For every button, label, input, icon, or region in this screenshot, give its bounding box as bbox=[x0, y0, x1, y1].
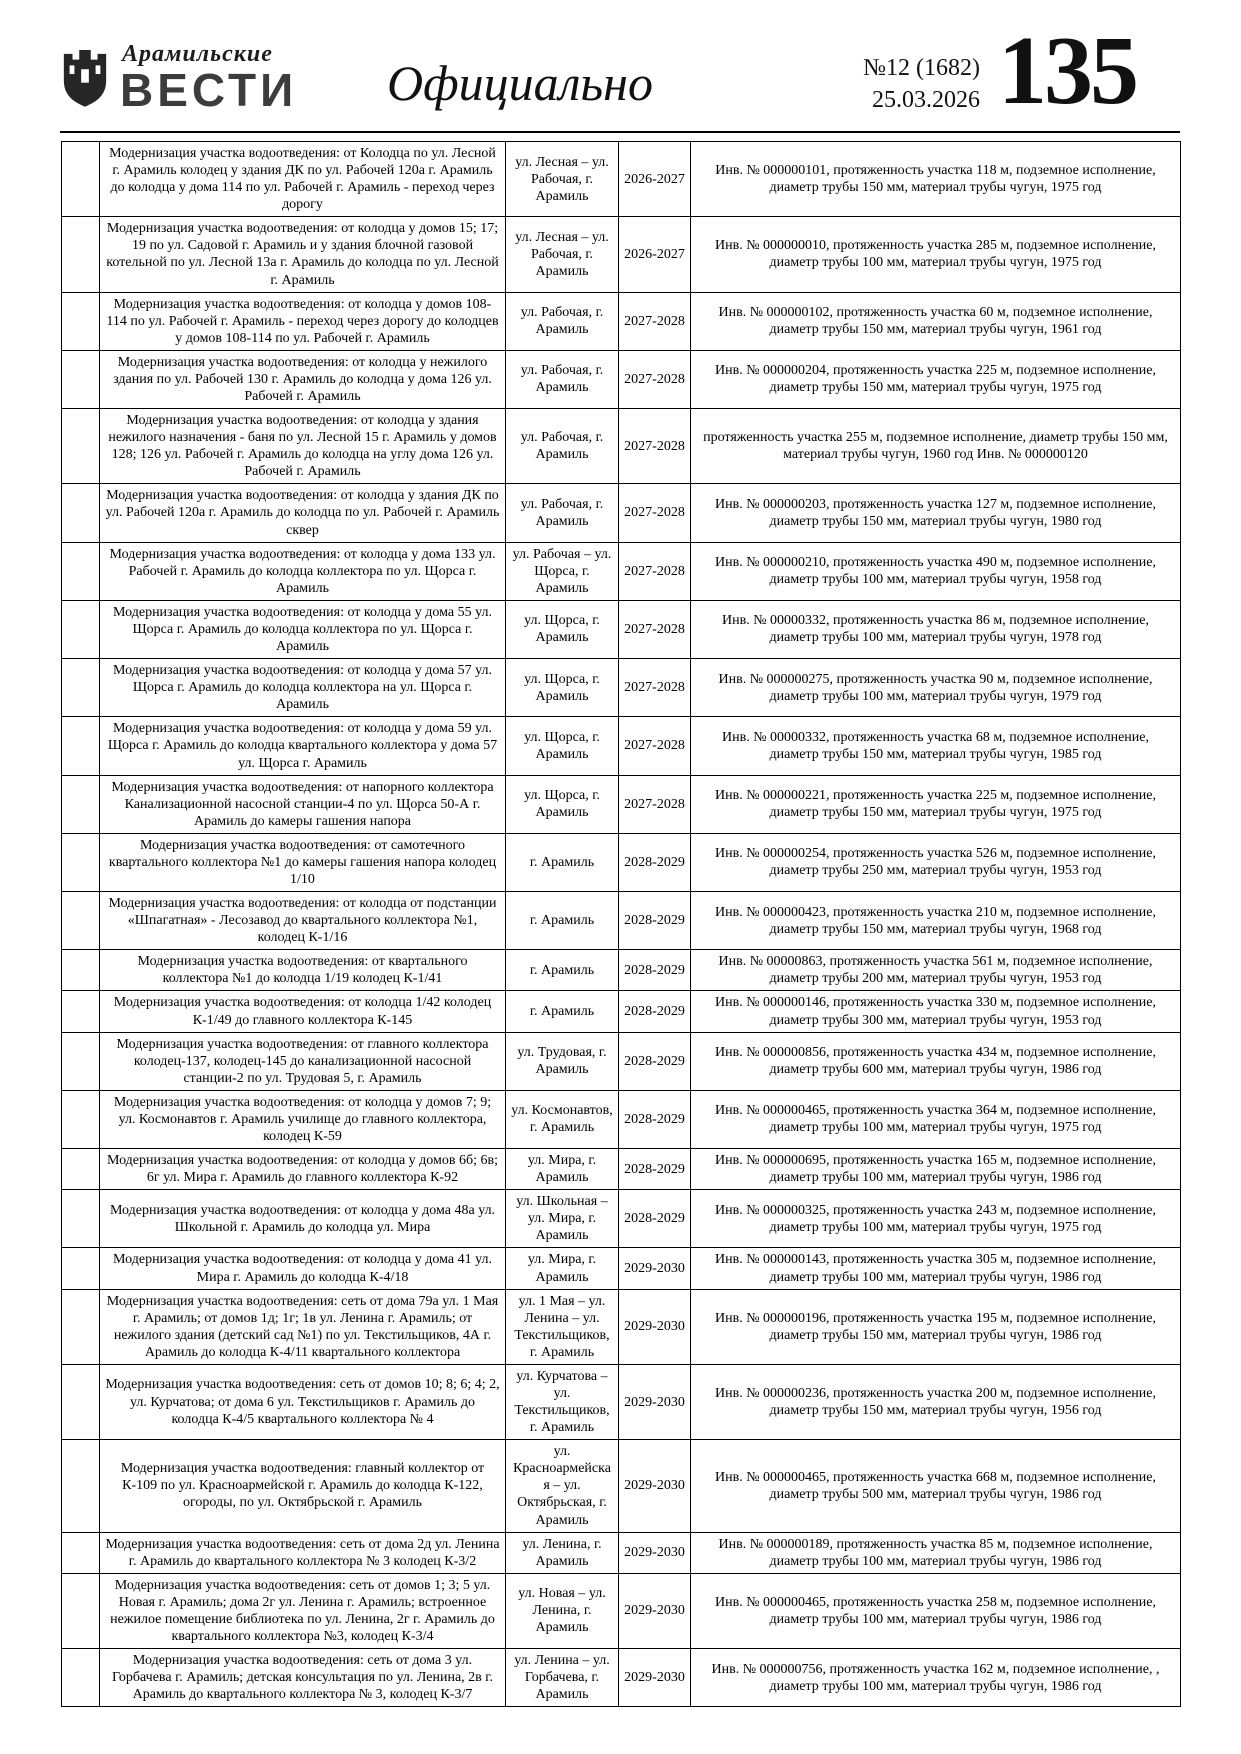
cell-description: Модернизация участка водоотведения: главный коллектор от К-109 по ул. Красноармейской г. Арамиль до колодца К-122, огороды, по ул. Октябрьской г. Арамиль bbox=[100, 1440, 506, 1532]
table-row bbox=[62, 1248, 1181, 1289]
cell-years: 2029-2030 bbox=[619, 1289, 691, 1364]
cell-years: 2028-2029 bbox=[619, 833, 691, 891]
cell-description: Модернизация участка водоотведения: сеть от домов 10; 8; 6; 4; 2, ул. Курчатова; от дома 6 ул. Текстильщиков г. Арамиль до колодца К-4/5 квартального коллектора № 4 bbox=[100, 1364, 506, 1439]
table-row bbox=[62, 350, 1181, 408]
cell-inventory: Инв. № 000000203, протяженность участка 127 м, подземное исполнение, диаметр трубы 150 мм, материал трубы чугун, 1980 год bbox=[691, 484, 1181, 542]
cell-address: г. Арамиль bbox=[506, 892, 619, 950]
table-row bbox=[62, 292, 1181, 350]
cell-num bbox=[62, 217, 100, 292]
table-row bbox=[62, 1190, 1181, 1248]
cell-inventory: Инв. № 000000101, протяженность участка 118 м, подземное исполнение, диаметр трубы 150 мм, материал трубы чугун, 1975 год bbox=[691, 142, 1181, 217]
cell-description: Модернизация участка водоотведения: от напорного коллектора Канализационной насосной станции-4 по ул. Щорса 50-А г. Арамиль до камеры гашения напора bbox=[100, 775, 506, 833]
cell-inventory: Инв. № 000000695, протяженность участка 165 м, подземное исполнение, диаметр трубы 100 мм, материал трубы чугун, 1986 год bbox=[691, 1149, 1181, 1190]
cell-num bbox=[62, 833, 100, 891]
issue-info bbox=[770, 52, 980, 117]
cell-inventory: Инв. № 000000146, протяженность участка 330 м, подземное исполнение, диаметр трубы 300 мм, материал трубы чугун, 1953 год bbox=[691, 991, 1181, 1032]
cell-inventory: Инв. № 00000332, протяженность участка 68 м, подземное исполнение, диаметр трубы 150 мм, материал трубы чугун, 1985 год bbox=[691, 717, 1181, 775]
cell-inventory: Инв. № 000000236, протяженность участка 200 м, подземное исполнение, диаметр трубы 150 мм, материал трубы чугун, 1956 год bbox=[691, 1364, 1181, 1439]
table-row bbox=[62, 833, 1181, 891]
cell-num bbox=[62, 1532, 100, 1573]
cell-description: Модернизация участка водоотведения: от колодца у здания нежилого назначения - баня по ул. Лесной 15 г. Арамиль у домов 128; 126 ул. Рабочей г. Арамиль до колодца на углу дома 126 ул. Рабочей г. Арамиль bbox=[100, 409, 506, 484]
cell-years: 2028-2029 bbox=[619, 991, 691, 1032]
cell-num bbox=[62, 142, 100, 217]
cell-num bbox=[62, 717, 100, 775]
cell-address: г. Арамиль bbox=[506, 991, 619, 1032]
cell-inventory: Инв. № 000000143, протяженность участка 305 м, подземное исполнение, диаметр трубы 100 мм, материал трубы чугун, 1986 год bbox=[691, 1248, 1181, 1289]
cell-num bbox=[62, 950, 100, 991]
cell-address: ул. Лесная – ул. Рабочая, г. Арамиль bbox=[506, 142, 619, 217]
cell-description: Модернизация участка водоотведения: от колодца у дома 59 ул. Щорса г. Арамиль до колодца квартального коллектора у дома 57 ул. Щорса г. Арамиль bbox=[100, 717, 506, 775]
cell-address: ул. Космонавтов, г. Арамиль bbox=[506, 1090, 619, 1148]
cell-years: 2027-2028 bbox=[619, 659, 691, 717]
cell-num bbox=[62, 350, 100, 408]
cell-inventory: Инв. № 000000423, протяженность участка 210 м, подземное исполнение, диаметр трубы 150 мм, материал трубы чугун, 1968 год bbox=[691, 892, 1181, 950]
cell-description: Модернизация участка водоотведения: от колодца у домов 15; 17; 19 по ул. Садовой г. Арамиль и у здания блочной газовой котельной по ул. Лесной 13а г. Арамиль до колодца по ул. Лесной г. Арамиль bbox=[100, 217, 506, 292]
cell-description: Модернизация участка водоотведения: от колодца у нежилого здания по ул. Рабочей 130 г. Арамиль до колодца у дома 126 ул. Рабочей г. Арамиль bbox=[100, 350, 506, 408]
cell-inventory: Инв. № 000000465, протяженность участка 668 м, подземное исполнение, диаметр трубы 500 мм, материал трубы чугун, 1986 год bbox=[691, 1440, 1181, 1532]
table-row bbox=[62, 717, 1181, 775]
cell-inventory: Инв. № 00000863, протяженность участка 561 м, подземное исполнение, диаметр трубы 200 мм, материал трубы чугун, 1953 год bbox=[691, 950, 1181, 991]
cell-years: 2026-2027 bbox=[619, 217, 691, 292]
cell-years: 2029-2030 bbox=[619, 1532, 691, 1573]
table-row bbox=[62, 1289, 1181, 1364]
cell-inventory: Инв. № 000000189, протяженность участка 85 м, подземное исполнение, диаметр трубы 100 мм, материал трубы чугун, 1986 год bbox=[691, 1532, 1181, 1573]
cell-address: ул. Рабочая, г. Арамиль bbox=[506, 350, 619, 408]
cell-num bbox=[62, 1149, 100, 1190]
cell-address: ул. Рабочая – ул. Щорса, г. Арамиль bbox=[506, 542, 619, 600]
cell-num bbox=[62, 600, 100, 658]
cell-num bbox=[62, 1440, 100, 1532]
issue-number: №12 (1682) bbox=[863, 55, 980, 81]
cell-description: Модернизация участка водоотведения: от колодца у дома 41 ул. Мира г. Арамиль до колодца К-4/18 bbox=[100, 1248, 506, 1289]
table-row bbox=[62, 1364, 1181, 1439]
cell-inventory: Инв. № 000000756, протяженность участка 162 м, подземное исполнение, , диаметр трубы 100 мм, материал трубы чугун, 1986 год bbox=[691, 1649, 1181, 1707]
cell-description: Модернизация участка водоотведения: от главного коллектора колодец-137, колодец-145 до канализационной насосной станции-2 по ул. Трудовая 5, г. Арамиль bbox=[100, 1032, 506, 1090]
table-row bbox=[62, 542, 1181, 600]
cell-address: ул. 1 Мая – ул. Ленина – ул. Текстильщиков, г. Арамиль bbox=[506, 1289, 619, 1364]
cell-address: г. Арамиль bbox=[506, 950, 619, 991]
cell-years: 2028-2029 bbox=[619, 1190, 691, 1248]
cell-description: Модернизация участка водоотведения: от колодца у здания ДК по ул. Рабочей 120а г. Арамиль до колодца по ул. Рабочей г. Арамиль сквер bbox=[100, 484, 506, 542]
page-header bbox=[60, 17, 1180, 130]
cell-description: Модернизация участка водоотведения: от квартального коллектора №1 до колодца 1/19 колодец К-1/41 bbox=[100, 950, 506, 991]
section-title: Официально bbox=[387, 55, 653, 111]
table-row bbox=[62, 775, 1181, 833]
coat-of-arms-icon bbox=[60, 42, 110, 108]
cell-num bbox=[62, 292, 100, 350]
cell-years: 2029-2030 bbox=[619, 1649, 691, 1707]
cell-description: Модернизация участка водоотведения: от колодца у дома 57 ул. Щорса г. Арамиль до колодца коллектора на ул. Щорса г. Арамиль bbox=[100, 659, 506, 717]
cell-description: Модернизация участка водоотведения: от колодца у домов 108-114 по ул. Рабочей г. Арамиль - переход через дорогу до колодцев у домов 108-114 по ул. Рабочей г. Арамиль bbox=[100, 292, 506, 350]
cell-description: Модернизация участка водоотведения: сеть от дома 2д ул. Ленина г. Арамиль до квартального коллектора № 3 колодец К-3/2 bbox=[100, 1532, 506, 1573]
cell-inventory: Инв. № 000000010, протяженность участка 285 м, подземное исполнение, диаметр трубы 100 мм, материал трубы чугун, 1975 год bbox=[691, 217, 1181, 292]
cell-description: Модернизация участка водоотведения: от колодца 1/42 колодец К-1/49 до главного коллектора К-145 bbox=[100, 991, 506, 1032]
cell-description: Модернизация участка водоотведения: сеть от домов 1; 3; 5 ул. Новая г. Арамиль; дома 2г ул. Ленина г. Арамиль; встроенное нежилое помещение библиотека по ул. Ленина, 2г г. Арамиль до квартального коллектора №3, колодец К-3/4 bbox=[100, 1573, 506, 1648]
cell-address: ул. Школьная – ул. Мира, г. Арамиль bbox=[506, 1190, 619, 1248]
cell-address: ул. Мира, г. Арамиль bbox=[506, 1248, 619, 1289]
masthead-name-top: Арамильские bbox=[122, 41, 273, 67]
cell-num bbox=[62, 1289, 100, 1364]
cell-inventory: Инв. № 000000204, протяженность участка 225 м, подземное исполнение, диаметр трубы 150 мм, материал трубы чугун, 1975 год bbox=[691, 350, 1181, 408]
table-row bbox=[62, 1149, 1181, 1190]
cell-years: 2027-2028 bbox=[619, 484, 691, 542]
cell-num bbox=[62, 1090, 100, 1148]
cell-address: ул. Рабочая, г. Арамиль bbox=[506, 292, 619, 350]
table-row bbox=[62, 1440, 1181, 1532]
table-row bbox=[62, 600, 1181, 658]
issue-date: 25.03.2026 bbox=[872, 87, 980, 114]
masthead-text bbox=[120, 41, 298, 117]
cell-description: Модернизация участка водоотведения: от колодца у домов 6б; 6в; 6г ул. Мира г. Арамиль до главного коллектора К-92 bbox=[100, 1149, 506, 1190]
cell-years: 2027-2028 bbox=[619, 350, 691, 408]
cell-num bbox=[62, 1190, 100, 1248]
cell-description: Модернизация участка водоотведения: от колодца от подстанции «Шпагатная» - Лесозавод до квартального коллектора №1, колодец К-1/16 bbox=[100, 892, 506, 950]
cell-address: ул. Ленина, г. Арамиль bbox=[506, 1532, 619, 1573]
table-row bbox=[62, 1573, 1181, 1648]
cell-years: 2027-2028 bbox=[619, 409, 691, 484]
table-row bbox=[62, 1649, 1181, 1707]
cell-inventory: Инв. № 000000856, протяженность участка 434 м, подземное исполнение, диаметр трубы 600 мм, материал трубы чугун, 1986 год bbox=[691, 1032, 1181, 1090]
cell-years: 2027-2028 bbox=[619, 542, 691, 600]
works-table bbox=[61, 141, 1181, 1707]
cell-inventory: Инв. № 00000332, протяженность участка 86 м, подземное исполнение, диаметр трубы 100 мм, материал трубы чугун, 1978 год bbox=[691, 600, 1181, 658]
cell-years: 2028-2029 bbox=[619, 1149, 691, 1190]
cell-description: Модернизация участка водоотведения: от Колодца по ул. Лесной г. Арамиль колодец у здания ДК по ул. Рабочей 120а г. Арамиль до колодца у дома 114 по ул. Рабочей г. Арамиль - переход через дорогу bbox=[100, 142, 506, 217]
cell-address: ул. Новая – ул. Ленина, г. Арамиль bbox=[506, 1573, 619, 1648]
cell-description: Модернизация участка водоотведения: сеть от дома 3 ул. Горбачева г. Арамиль; детская консультация по ул. Ленина, 2в г. Арамиль до квартального коллектора № 3, колодец К-3/7 bbox=[100, 1649, 506, 1707]
cell-inventory: Инв. № 000000325, протяженность участка 243 м, подземное исполнение, диаметр трубы 100 мм, материал трубы чугун, 1975 год bbox=[691, 1190, 1181, 1248]
cell-description: Модернизация участка водоотведения: от колодца у дома 48а ул. Школьной г. Арамиль до колодца ул. Мира bbox=[100, 1190, 506, 1248]
cell-address: ул. Ленина – ул. Горбачева, г. Арамиль bbox=[506, 1649, 619, 1707]
cell-description: Модернизация участка водоотведения: от колодца у дома 133 ул. Рабочей г. Арамиль до колодца коллектора по ул. Щорса г. Арамиль bbox=[100, 542, 506, 600]
cell-years: 2027-2028 bbox=[619, 717, 691, 775]
table-row bbox=[62, 217, 1181, 292]
cell-num bbox=[62, 659, 100, 717]
cell-num bbox=[62, 892, 100, 950]
cell-num bbox=[62, 409, 100, 484]
table-row bbox=[62, 484, 1181, 542]
cell-inventory: протяженность участка 255 м, подземное исполнение, диаметр трубы 150 мм, материал трубы чугун, 1960 год Инв. № 000000120 bbox=[691, 409, 1181, 484]
cell-address: ул. Щорса, г. Арамиль bbox=[506, 659, 619, 717]
cell-years: 2027-2028 bbox=[619, 292, 691, 350]
cell-inventory: Инв. № 000000254, протяженность участка 526 м, подземное исполнение, диаметр трубы 250 мм, материал трубы чугун, 1953 год bbox=[691, 833, 1181, 891]
table-row bbox=[62, 142, 1181, 217]
cell-years: 2028-2029 bbox=[619, 1032, 691, 1090]
cell-years: 2029-2030 bbox=[619, 1364, 691, 1439]
masthead-name-bottom: ВЕСТИ bbox=[120, 64, 298, 117]
table-row bbox=[62, 991, 1181, 1032]
cell-num bbox=[62, 484, 100, 542]
cell-address: ул. Курчатова – ул. Текстильщиков, г. Арамиль bbox=[506, 1364, 619, 1439]
cell-address: ул. Щорса, г. Арамиль bbox=[506, 775, 619, 833]
cell-inventory: Инв. № 000000275, протяженность участка 90 м, подземное исполнение, диаметр трубы 100 мм, материал трубы чугун, 1979 год bbox=[691, 659, 1181, 717]
cell-num bbox=[62, 1248, 100, 1289]
table-row bbox=[62, 1032, 1181, 1090]
cell-inventory: Инв. № 000000196, протяженность участка 195 м, подземное исполнение, диаметр трубы 150 мм, материал трубы чугун, 1986 год bbox=[691, 1289, 1181, 1364]
cell-num bbox=[62, 991, 100, 1032]
cell-inventory: Инв. № 000000465, протяженность участка 364 м, подземное исполнение, диаметр трубы 100 мм, материал трубы чугун, 1975 год bbox=[691, 1090, 1181, 1148]
cell-years: 2028-2029 bbox=[619, 1090, 691, 1148]
cell-description: Модернизация участка водоотведения: от колодца у дома 55 ул. Щорса г. Арамиль до колодца коллектора по ул. Щорса г. Арамиль bbox=[100, 600, 506, 658]
table-row bbox=[62, 892, 1181, 950]
cell-address: ул. Щорса, г. Арамиль bbox=[506, 600, 619, 658]
cell-address: ул. Мира, г. Арамиль bbox=[506, 1149, 619, 1190]
cell-num bbox=[62, 1649, 100, 1707]
cell-address: ул. Лесная – ул. Рабочая, г. Арамиль bbox=[506, 217, 619, 292]
table-row bbox=[62, 409, 1181, 484]
cell-years: 2029-2030 bbox=[619, 1440, 691, 1532]
works-table-body bbox=[62, 142, 1181, 1707]
table-row bbox=[62, 1532, 1181, 1573]
page-number: 135 bbox=[998, 17, 1136, 125]
cell-address: ул. Трудовая, г. Арамиль bbox=[506, 1032, 619, 1090]
cell-years: 2029-2030 bbox=[619, 1248, 691, 1289]
cell-address: ул. Рабочая, г. Арамиль bbox=[506, 484, 619, 542]
cell-num bbox=[62, 1364, 100, 1439]
table-row bbox=[62, 1090, 1181, 1148]
cell-description: Модернизация участка водоотведения: от самотечного квартального коллектора №1 до камеры гашения напора колодец 1/10 bbox=[100, 833, 506, 891]
masthead bbox=[60, 41, 298, 117]
table-row bbox=[62, 950, 1181, 991]
cell-num bbox=[62, 1032, 100, 1090]
cell-num bbox=[62, 1573, 100, 1648]
cell-years: 2026-2027 bbox=[619, 142, 691, 217]
cell-num bbox=[62, 542, 100, 600]
header-divider bbox=[60, 131, 1180, 133]
table-row bbox=[62, 659, 1181, 717]
cell-address: г. Арамиль bbox=[506, 833, 619, 891]
cell-inventory: Инв. № 000000102, протяженность участка 60 м, подземное исполнение, диаметр трубы 150 мм, материал трубы чугун, 1961 год bbox=[691, 292, 1181, 350]
cell-inventory: Инв. № 000000221, протяженность участка 225 м, подземное исполнение, диаметр трубы 150 мм, материал трубы чугун, 1975 год bbox=[691, 775, 1181, 833]
cell-description: Модернизация участка водоотведения: от колодца у домов 7; 9; ул. Космонавтов г. Арамиль училище до главного коллектора, колодец К-59 bbox=[100, 1090, 506, 1148]
cell-years: 2027-2028 bbox=[619, 775, 691, 833]
cell-inventory: Инв. № 000000465, протяженность участка 258 м, подземное исполнение, диаметр трубы 100 мм, материал трубы чугун, 1986 год bbox=[691, 1573, 1181, 1648]
cell-years: 2028-2029 bbox=[619, 892, 691, 950]
cell-years: 2029-2030 bbox=[619, 1573, 691, 1648]
cell-address: ул. Красноармейская – ул. Октябрьская, г. Арамиль bbox=[506, 1440, 619, 1532]
cell-years: 2028-2029 bbox=[619, 950, 691, 991]
cell-inventory: Инв. № 000000210, протяженность участка 490 м, подземное исполнение, диаметр трубы 100 мм, материал трубы чугун, 1958 год bbox=[691, 542, 1181, 600]
cell-years: 2027-2028 bbox=[619, 600, 691, 658]
cell-num bbox=[62, 775, 100, 833]
cell-address: ул. Щорса, г. Арамиль bbox=[506, 717, 619, 775]
cell-description: Модернизация участка водоотведения: сеть от дома 79а ул. 1 Мая г. Арамиль; от домов 1д; 1г; 1в ул. Ленина г. Арамиль; от нежилого здания (детский сад №1) по ул. Текстильщиков, 4А г. Арамиль до колодца К-4/11 квартального коллектора bbox=[100, 1289, 506, 1364]
cell-address: ул. Рабочая, г. Арамиль bbox=[506, 409, 619, 484]
